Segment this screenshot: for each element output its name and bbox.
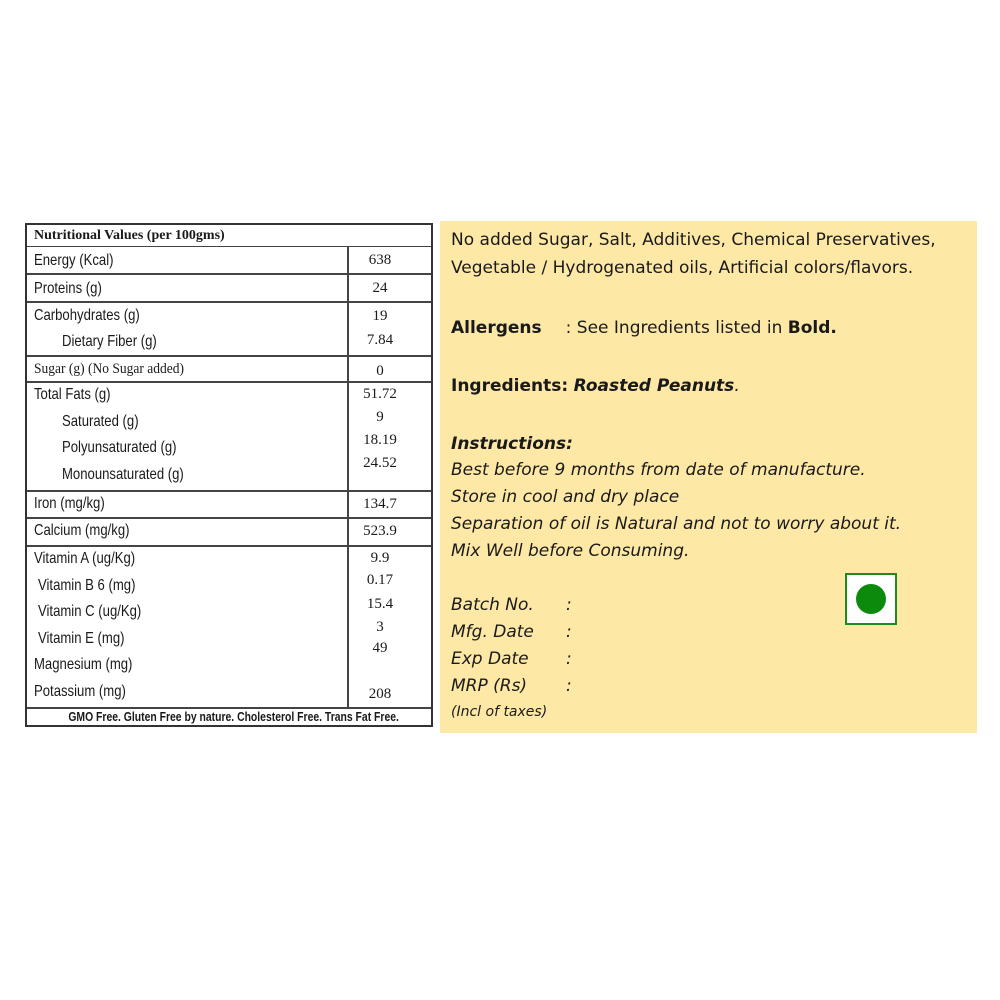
row-label-vitamin-c: Vitamin C (ug/Kg) (38, 603, 142, 620)
nutrition-footer-text: GMO Free. Gluten Free by nature. Cholesterol Free. Trans Fat Free. (68, 709, 399, 724)
row-value-calcium: 523.9 (363, 523, 397, 539)
row-value-proteins: 24 (372, 280, 388, 296)
row-value-carbohydrates: 19 (372, 308, 388, 324)
ingredients-row (451, 374, 740, 398)
nutrition-title: Nutritional Values (per 100gms) (27, 225, 431, 247)
batch-label: Batch No. (451, 595, 534, 615)
row-value-potassium: 208 (368, 686, 392, 702)
row-label-vitamin-e: Vitamin E (mg) (38, 630, 125, 647)
row-label-polyunsaturated: Polyunsaturated (g) (62, 439, 177, 456)
row-value-sugar: 0 (376, 363, 384, 379)
row-value-vitamin-b6: 0.17 (366, 572, 394, 588)
nutrition-footer (27, 707, 431, 727)
exp-colon: : (566, 649, 572, 669)
ingredients-end: . (734, 376, 740, 396)
batch-colon: : (566, 595, 572, 615)
row-label-potassium: Potassium (mg) (34, 683, 126, 700)
row-value-dietary-fiber: 7.84 (366, 332, 394, 348)
row-divider (27, 545, 431, 547)
row-label-sugar: Sugar (g) (No Sugar added) (34, 361, 184, 377)
veg-dot (856, 584, 886, 614)
row-value-vitamin-a: 9.9 (370, 550, 390, 566)
row-value-magnesium: 49 (372, 640, 388, 656)
row-value-vitamin-e: 3 (376, 619, 384, 635)
row-label-vitamin-a: Vitamin A (ug/Kg) (34, 550, 136, 567)
row-label-total-fats: Total Fats (g) (34, 386, 111, 403)
allergens-bold: Bold. (787, 318, 837, 338)
allergens-label: Allergens (451, 318, 542, 338)
instruction-line-4: Mix Well before Consuming. (451, 541, 690, 561)
nutrition-table (25, 223, 433, 727)
row-label-calcium: Calcium (mg/kg) (34, 522, 130, 539)
row-label-monounsaturated: Monounsaturated (g) (62, 466, 184, 483)
claims-line-2: Vegetable / Hydrogenated oils, Artificial colors/flavors. (451, 258, 914, 278)
claims-line-1: No added Sugar, Salt, Additives, Chemical Preservatives, (451, 230, 936, 250)
instruction-line-3: Separation of oil is Natural and not to worry about it. (451, 514, 902, 534)
allergens-text: : See Ingredients listed in (565, 318, 788, 338)
row-divider (27, 301, 431, 303)
row-value-monounsaturated: 24.52 (363, 455, 397, 471)
allergens-row (451, 316, 837, 340)
exp-label: Exp Date (451, 649, 529, 669)
row-label-energy: Energy (Kcal) (34, 252, 114, 269)
row-divider (27, 490, 431, 492)
veg-symbol-icon (845, 573, 897, 625)
instruction-line-1: Best before 9 months from date of manufacture. (451, 460, 866, 480)
row-value-polyunsaturated: 18.19 (363, 432, 397, 448)
row-value-vitamin-c: 15.4 (366, 596, 394, 612)
product-info-panel (440, 221, 977, 733)
ingredients-value: Roasted Peanuts (573, 376, 735, 396)
row-label-dietary-fiber: Dietary Fiber (g) (62, 333, 157, 350)
row-divider (27, 517, 431, 519)
row-value-energy: 638 (368, 252, 392, 268)
row-divider (27, 355, 431, 357)
ingredients-label: Ingredients: (451, 376, 569, 396)
row-value-saturated: 9 (376, 409, 384, 425)
mrp-label: MRP (Rs) (451, 676, 528, 696)
mfg-colon: : (566, 622, 572, 642)
instruction-line-2: Store in cool and dry place (451, 487, 680, 507)
row-value-iron: 134.7 (363, 496, 397, 512)
instructions-label: Instructions: (451, 434, 573, 454)
row-label-magnesium: Magnesium (mg) (34, 656, 133, 673)
row-divider (27, 381, 431, 383)
row-label-saturated: Saturated (g) (62, 413, 139, 430)
row-label-carbohydrates: Carbohydrates (g) (34, 307, 140, 324)
row-label-iron: Iron (mg/kg) (34, 495, 105, 512)
row-label-vitamin-b6: Vitamin B 6 (mg) (38, 577, 136, 594)
mfg-label: Mfg. Date (451, 622, 534, 642)
row-value-total-fats: 51.72 (363, 386, 397, 402)
mrp-colon: : (566, 676, 572, 696)
row-divider (27, 273, 431, 275)
row-label-proteins: Proteins (g) (34, 280, 102, 297)
tax-note: (Incl of taxes) (451, 704, 548, 720)
